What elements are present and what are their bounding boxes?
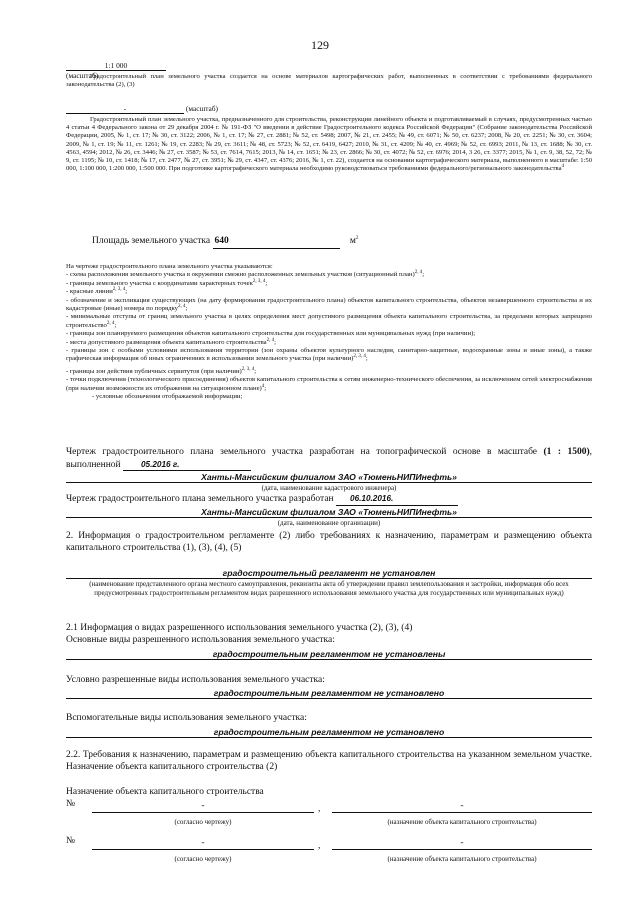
section-2-heading: 2. Информация о градостроительном регламенте (2) либо требованиях к назначению, параметрам и размещению объекта капитального строительства (1), (3), (4), (5) <box>66 531 592 553</box>
area-value: 640 <box>213 236 340 249</box>
page-number: 129 <box>311 38 329 52</box>
object-no-value-1: - <box>92 801 314 813</box>
paragraph-2-text: Градостроительный план земельного участка, предназначенного для строительства, реконструкции линейного объекта и подготавливаемый в случаях, предусмотренных частью 4 статьи 4 Федерального закона от 29 декабря 2004 г. № 191-ФЗ "О введении в действие Градостроительного кодекса Российской Федерации" (Собрание законодательства Российской Федерации, 2005, № 1, ст. 17; № 30, ст. 3122; 2006, № 1, ст. 17; № 27, ст. 2881; № 52, ст. 5498; 2007, № 21, ст. 2455; № 49, ст. 6071; № 50, ст. 6237; 2008, № 20, ст. 2251; № 30, ст. 3604; 2009, № 1, ст. 19; № 11, ст. 1261; № 19, ст. 2283; № 29, ст. 3611; № 48, ст. 5723; № 52, ст. 6419, 6427; 2010, № 31, ст. 4209; № 40, ст. 4969; № 52, ст. 6993; 2011, № 13, ст. 1688; № 30, ст. 4563, 4594; 2012, № 26, ст. 3446; № 27, ст. 3587; № 53, ст. 7614, 7615; 2013, № 14, ст. 1651; № 23, ст. 2866; № 30, ст. 4072; № 52, ст. 6976; 2014, 3 26, ст. 3377; 2015, № 1, ст. 9, 38, 52, 72; № 9, ст. 1195; № 10, ст. 1418; № 17, ст. 2477, № 27, ст. 3951; № 29, ст. 4347, ст. 4376; 2016, № 1, ст. 22), создается на основании картографического материала, выполненного в масштабе: 1:50 000, 1:100 000, 1:200 000, 1:500 000. При подготовке картографического материала необходимо руководствоваться требованиями федерального/регионального законодательства <box>66 116 592 173</box>
paragraph-2 <box>66 116 592 173</box>
list-item: - схема расположения земельного участка в окружении смежно расположенных земельных участков (ситуационный план)$^{2, 4}$; <box>66 270 425 279</box>
list-item: - границы зон планируемого размещения объектов капитального строительства для государственных или муниципальных нужд (при наличии); <box>66 330 476 338</box>
list-item: - красные линии$^{2, 3, 4}$; <box>66 286 128 296</box>
list-item: - обозначение и экспликация существующих (на дату формирования градостроительного плана) объектов капитального строительства, объектов незавершенного строительства и их кадастровые (иные) номера по порядку$^{2, 4}$; <box>66 296 592 313</box>
drawing-org-2: Ханты-Мансийским филиалом ЗАО «ТюменьНИПИнефть» <box>66 507 592 518</box>
conditional-uses-label: Условно разрешенные виды использования земельного участка: <box>66 675 325 685</box>
drawing-date-2: 06.10.2016. <box>336 493 458 506</box>
drawing-org-1: Ханты-Мансийским филиалом ЗАО «ТюменьНИПИнефть» <box>66 472 592 483</box>
scale-label-2: (масштаб) <box>185 104 219 113</box>
scale-value-2: - <box>66 104 184 114</box>
drawing-text-2: Чертеж градостроительного плана земельного участка разработан <box>66 494 334 504</box>
area-unit: $м^2$ <box>349 235 359 246</box>
main-uses-value: градостроительным регламентом не установлены <box>66 649 592 660</box>
drawing-date-1: 05.2016 г. <box>123 459 251 472</box>
paragraph-2-footnote: 4 <box>561 164 565 170</box>
section-21-heading: 2.1 Информация о видах разрешенного использования земельного участка (2), (3), (4) <box>66 623 413 633</box>
object-no-caption-2: (согласно чертежу) <box>174 855 232 863</box>
drawing-done-label: , выполненной <box>66 447 592 470</box>
conditional-uses-value: градостроительным регламентом не установлено <box>66 688 592 699</box>
purpose-label: Назначение объекта капитального строительства <box>66 787 264 797</box>
auxiliary-uses-value: градостроительным регламентом не установлено <box>66 727 592 738</box>
object-no-label-1: № <box>66 799 76 809</box>
object-no-value-2: - <box>92 838 314 850</box>
list-item: - границы земельного участка с координатами характерных точек$^{2, 3, 4}$; <box>66 278 268 287</box>
list-item: - границы зон действия публичных сервитутов (при наличии)$^{2, 3, 4}$; <box>66 366 257 375</box>
main-uses-label: Основные виды разрешенного использования земельного участка: <box>66 635 335 645</box>
legend-list <box>66 271 592 401</box>
object-no-caption-1: (согласно чертежу) <box>174 818 232 826</box>
section-2-caption: (наименование представленного органа местного самоуправления, реквизиты акта об утверждении правил землепользования и застройки, информация обо всех предусмотренных градостроительным регламентом видах разрешенного использования земельного участка для государственных или муниципальных нужд) <box>89 580 569 597</box>
legend-intro: На чертеже градостроительного плана земельного участка указываются: <box>66 263 273 270</box>
drawing-caption-1: (дата, наименование кадастрового инженера) <box>261 484 397 492</box>
object-purpose-caption-1: (назначение объекта капитального строительства) <box>387 818 537 826</box>
area-row <box>92 236 392 249</box>
auxiliary-uses-label: Вспомогательные виды использования земельного участка: <box>66 713 307 723</box>
object-purpose-caption-2: (назначение объекта капитального строительства) <box>387 855 537 863</box>
object-purpose-value-1: - <box>332 801 592 813</box>
drawing-scale: (1 : 1500) <box>543 447 590 457</box>
object-sep-1: , <box>318 804 321 814</box>
section-2-value: градостроительный регламент не установлен <box>66 568 592 579</box>
drawing-info <box>66 447 592 471</box>
list-item: - точки подключения (технологического присоединения) объектов капитального строительства к сетям инженерно-технического обеспечения, за исключением сетей электроснабжения (при наличии возможности их отображения на ситуационном плане)$^4$; <box>66 376 592 392</box>
object-sep-2: , <box>318 841 321 851</box>
list-item: - условные обозначения отображаемой информации; <box>92 393 243 401</box>
scale-value-1: 1:1 000 <box>66 61 166 71</box>
paragraph-1: Градостроительный план земельного участка создается на основе материалов картографических работ, выполненных в соответствии с требованиями федерального законодательства (2), (3) <box>66 73 592 89</box>
drawing-caption-2: (дата, наименование организации) <box>277 519 381 527</box>
drawing-row-2 <box>66 493 592 506</box>
object-no-label-2: № <box>66 836 76 846</box>
list-item: - места допустимого размещения объекта капитального строительства$^{2, 4}$; <box>66 337 276 346</box>
area-label: Площадь земельного участка <box>92 236 211 246</box>
scale-row-2 <box>66 104 226 114</box>
section-22-heading: 2.2. Требования к назначению, параметрам и размещению объекта капитального строительства на указанном земельном участке. Назначение объекта капитального строительства (2) <box>66 750 592 772</box>
list-item: - границы зон с особыми условиями использования территории (зон охраны объектов культурного наследия, санитарно-защитные, водоохранные зоны и иные зоны), а также графическая информация об иных ограничениях в использовании земельного участка (при наличии)$^{2, 3, 4}$; <box>66 347 592 363</box>
object-purpose-value-2: - <box>332 838 592 850</box>
list-item: - минимальные отступы от границ земельного участка в целях определения мест допустимого размещения объекта капитального строительства, за пределами которых запрещено строительство$^{2, 4}$; <box>66 313 592 329</box>
legend-block <box>66 263 592 402</box>
drawing-text: Чертеж градостроительного плана земельного участка разработан на топографической основе в масштабе <box>66 447 537 457</box>
scale-label-1: (масштаб) <box>66 71 99 81</box>
